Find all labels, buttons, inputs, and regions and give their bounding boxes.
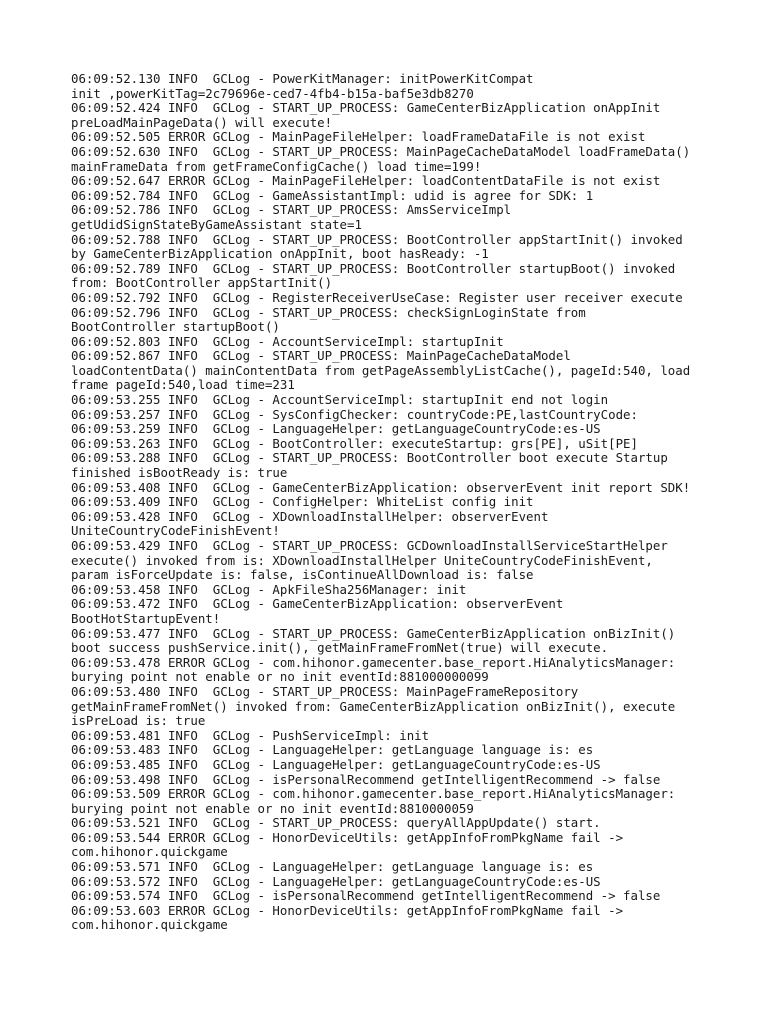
log-line: BootController startupBoot() bbox=[71, 319, 280, 335]
log-line: preLoadMainPageData() will execute! bbox=[71, 114, 333, 130]
log-line: 06:09:53.478 ERROR GCLog - com.hihonor.gamecenter.base_report.HiAnalyticsManager: bbox=[71, 654, 676, 670]
log-line: 06:09:52.792 INFO GCLog - RegisterReceiverUseCase: Register user receiver execute bbox=[71, 289, 683, 305]
log-line: 06:09:53.483 INFO GCLog - LanguageHelper: getLanguage language is: es bbox=[71, 742, 594, 758]
log-line: 06:09:52.647 ERROR GCLog - MainPageFileHelper: loadContentDataFile is not exist bbox=[71, 173, 661, 189]
log-line: 06:09:52.784 INFO GCLog - GameAssistantImpl: udid is agree for SDK: 1 bbox=[71, 187, 594, 203]
log-line: 06:09:52.867 INFO GCLog - START_UP_PROCESS: MainPageCacheDataModel bbox=[71, 348, 571, 364]
log-line: execute() invoked from is: XDownloadInstallHelper UniteCountryCodeFinishEvent, bbox=[71, 552, 653, 568]
log-line: 06:09:53.263 INFO GCLog - BootController: executeStartup: grs[PE], uSit[PE] bbox=[71, 435, 638, 451]
log-line: 06:09:53.477 INFO GCLog - START_UP_PROCESS: GameCenterBizApplication onBizInit() bbox=[71, 625, 676, 641]
log-line: 06:09:53.544 ERROR GCLog - HonorDeviceUtils: getAppInfoFromPkgName fail -> bbox=[71, 829, 624, 845]
log-line: 06:09:53.429 INFO GCLog - START_UP_PROCESS: GCDownloadInstallServiceStartHelper bbox=[71, 538, 668, 553]
log-line: loadContentData() mainContentData from getPageAssemblyListCache(), pageId:540, load bbox=[71, 362, 691, 378]
log-line: 06:09:52.424 INFO GCLog - START_UP_PROCESS: GameCenterBizApplication onAppInit bbox=[71, 100, 661, 116]
log-line: 06:09:53.480 INFO GCLog - START_UP_PROCESS: MainPageFrameRepository bbox=[71, 683, 579, 699]
log-line: 06:09:53.288 INFO GCLog - START_UP_PROCESS: BootController boot execute Startup bbox=[71, 450, 668, 466]
log-line: init ,powerKitTag=2c79696e-ced7-4fb4-b15a-baf5e3db8270 bbox=[71, 85, 474, 101]
log-line: 06:09:53.257 INFO GCLog - SysConfigChecker: countryCode:PE,lastCountryCode: bbox=[71, 406, 638, 422]
log-line: 06:09:52.803 INFO GCLog - AccountServiceImpl: startupInit bbox=[71, 333, 504, 349]
log-line: mainFrameData from getFrameConfigCache() load time=199! bbox=[71, 158, 482, 174]
log-line: 06:09:52.788 INFO GCLog - START_UP_PROCESS: BootController appStartInit() invoked bbox=[71, 231, 683, 247]
log-line: 06:09:52.505 ERROR GCLog - MainPageFileHelper: loadFrameDataFile is not exist bbox=[71, 129, 646, 145]
log-line: frame pageId:540,load time=231 bbox=[71, 377, 295, 393]
log-line: param isForceUpdate is: false, isContinueAllDownload is: false bbox=[71, 567, 534, 583]
log-line: 06:09:53.409 INFO GCLog - ConfigHelper: WhiteList config init bbox=[71, 494, 534, 510]
log-line: burying point not enable or no init eventId:881000000099 bbox=[71, 669, 489, 685]
log-line: boot success pushService.init(), getMainFrameFromNet(true) will execute. bbox=[71, 640, 609, 656]
log-line: 06:09:52.796 INFO GCLog - START_UP_PROCESS: checkSignLoginState from bbox=[71, 304, 586, 320]
log-line: 06:09:53.485 INFO GCLog - LanguageHelper: getLanguageCountryCode:es-US bbox=[71, 756, 601, 772]
log-line: 06:09:53.408 INFO GCLog - GameCenterBizApplication: observerEvent init report SDK! bbox=[71, 479, 691, 495]
log-line: 06:09:53.498 INFO GCLog - isPersonalRecommend getIntelligentRecommend -> false bbox=[71, 771, 661, 787]
log-line: 06:09:53.509 ERROR GCLog - com.hihonor.gamecenter.base_report.HiAnalyticsManager: bbox=[71, 786, 676, 802]
log-line: getMainFrameFromNet() invoked from: GameCenterBizApplication onBizInit(), execute bbox=[71, 698, 676, 714]
log-line: getUdidSignStateByGameAssistant state=1 bbox=[71, 216, 362, 232]
log-line: 06:09:53.571 INFO GCLog - LanguageHelper: getLanguage language is: es bbox=[71, 859, 594, 875]
log-line: UniteCountryCodeFinishEvent! bbox=[71, 523, 280, 539]
log-line: 06:09:52.789 INFO GCLog - START_UP_PROCESS: BootController startupBoot() invoked bbox=[71, 260, 676, 276]
log-text-block bbox=[71, 72, 721, 933]
log-line: finished isBootReady is: true bbox=[71, 465, 288, 481]
log-line: 06:09:53.572 INFO GCLog - LanguageHelper: getLanguageCountryCode:es-US bbox=[71, 873, 601, 889]
log-line: 06:09:53.481 INFO GCLog - PushServiceImpl: init bbox=[71, 727, 430, 743]
log-line: by GameCenterBizApplication onAppInit, boot hasReady: -1 bbox=[71, 246, 489, 262]
log-line: 06:09:53.255 INFO GCLog - AccountServiceImpl: startupInit end not login bbox=[71, 392, 609, 408]
log-line: 06:09:53.472 INFO GCLog - GameCenterBizApplication: observerEvent bbox=[71, 596, 564, 612]
log-line: 06:09:52.630 INFO GCLog - START_UP_PROCESS: MainPageCacheDataModel loadFrameData() bbox=[71, 143, 691, 159]
log-line: 06:09:53.521 INFO GCLog - START_UP_PROCESS: queryAllAppUpdate() start. bbox=[71, 815, 601, 831]
log-line: 06:09:53.259 INFO GCLog - LanguageHelper: getLanguageCountryCode:es-US bbox=[71, 421, 601, 437]
log-line: com.hihonor.quickgame bbox=[71, 844, 228, 860]
log-line: 06:09:53.458 INFO GCLog - ApkFileSha256Manager: init bbox=[71, 581, 467, 597]
log-line: 06:09:53.574 INFO GCLog - isPersonalRecommend getIntelligentRecommend -> false bbox=[71, 888, 661, 904]
log-line: 06:09:53.428 INFO GCLog - XDownloadInstallHelper: observerEvent bbox=[71, 508, 549, 524]
log-line: 06:09:53.603 ERROR GCLog - HonorDeviceUtils: getAppInfoFromPkgName fail -> bbox=[71, 902, 624, 918]
log-line: BootHotStartupEvent! bbox=[71, 610, 221, 626]
log-line: 06:09:52.786 INFO GCLog - START_UP_PROCESS: AmsServiceImpl bbox=[71, 202, 512, 218]
log-line: burying point not enable or no init eventId:8810000059 bbox=[71, 800, 474, 816]
log-line: com.hihonor.quickgame bbox=[71, 917, 228, 933]
log-line: from: BootController appStartInit() bbox=[71, 275, 333, 291]
log-line: 06:09:52.130 INFO GCLog - PowerKitManager: initPowerKitCompat bbox=[71, 71, 534, 86]
log-line: isPreLoad is: true bbox=[71, 713, 206, 729]
